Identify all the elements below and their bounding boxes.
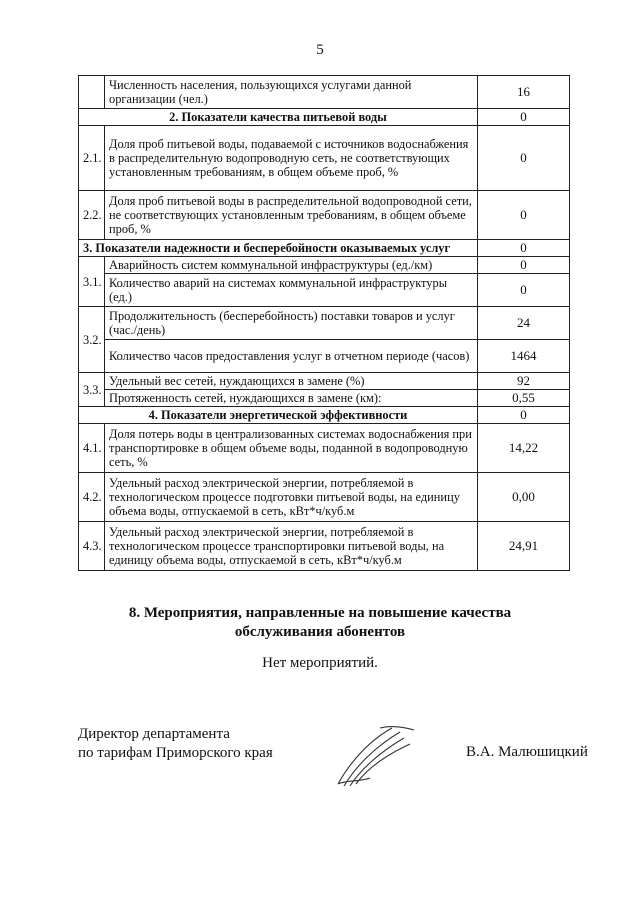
row-label: Аварийность систем коммунальной инфраструктуры (ед./км) (105, 257, 478, 274)
row-label: Численность населения, пользующихся услугами данной организации (чел.) (105, 76, 478, 109)
section-row (79, 407, 570, 424)
row-number: 3.1. (79, 257, 105, 307)
row-label: Доля проб питьевой воды в распределительной водопроводной сети, не соответствующих установленным требованиям, в общем объеме проб, % (105, 191, 478, 240)
row-label: Протяженность сетей, нуждающихся в замене (км): (105, 390, 478, 407)
row-label: Удельный расход электрической энергии, потребляемой в технологическом процессе подготовки питьевой воды, на единицу объема воды, отпускаемой в сеть, кВт*ч/куб.м (105, 473, 478, 522)
row-value: 0 (478, 240, 570, 257)
table-row (79, 257, 570, 274)
table-row (79, 191, 570, 240)
section-8-heading-line2: обслуживания абонентов (234, 624, 406, 640)
row-number (79, 76, 105, 109)
signer-title (78, 725, 273, 763)
table-row (79, 274, 570, 307)
row-label: Количество часов предоставления услуг в отчетном периоде (часов) (105, 340, 478, 373)
section-title: 4. Показатели энергетической эффективности (79, 407, 478, 424)
table-row (79, 424, 570, 473)
row-value: 0 (478, 274, 570, 307)
row-value: 14,22 (478, 424, 570, 473)
table-row (79, 522, 570, 571)
signature-icon (330, 722, 420, 792)
row-label: Удельный расход электрической энергии, потребляемой в технологическом процессе транспортировки питьевой воды, на единицу объема воды, отпускаемой в сеть, кВт*ч/куб.м (105, 522, 478, 571)
row-value: 24 (478, 307, 570, 340)
section-title: 2. Показатели качества питьевой воды (79, 109, 478, 126)
row-value: 0 (478, 257, 570, 274)
section-row (79, 240, 570, 257)
signer-title-line2: по тарифам Приморского края (78, 745, 273, 761)
row-value: 1464 (478, 340, 570, 373)
table-row (79, 126, 570, 191)
section-8-heading (0, 604, 640, 642)
signer-title-line1: Директор департамента (78, 726, 230, 742)
row-value: 92 (478, 373, 570, 390)
row-number: 4.2. (79, 473, 105, 522)
table-row (79, 373, 570, 390)
row-label: Доля проб питьевой воды, подаваемой с источников водоснабжения в распределительную водопроводную сеть, не соответствующих установленным требованиям, в общем объеме проб, % (105, 126, 478, 191)
row-number: 2.2. (79, 191, 105, 240)
row-value: 0 (478, 407, 570, 424)
row-label: Количество аварий на системах коммунальной инфраструктуры (ед.) (105, 274, 478, 307)
page-number: 5 (316, 42, 324, 58)
row-number: 3.3. (79, 373, 105, 407)
table-row (79, 340, 570, 373)
table-row (79, 473, 570, 522)
row-number: 4.1. (79, 424, 105, 473)
section-title: 3. Показатели надежности и бесперебойности оказываемых услуг (79, 240, 478, 257)
row-value: 16 (478, 76, 570, 109)
table-row (79, 390, 570, 407)
no-actions-text: Нет мероприятий. (262, 655, 378, 671)
signer-name: В.А. Малюшицкий (466, 744, 588, 760)
section-row (79, 109, 570, 126)
section-8-heading-line1: 8. Мероприятия, направленные на повышение качества (128, 605, 512, 621)
row-number: 4.3. (79, 522, 105, 571)
row-value: 0,55 (478, 390, 570, 407)
row-label: Доля потерь воды в централизованных системах водоснабжения при транспортировке в общем объеме воды, поданной в водопроводную сеть, % (105, 424, 478, 473)
row-label: Удельный вес сетей, нуждающихся в замене (%) (105, 373, 478, 390)
row-value: 0 (478, 126, 570, 191)
table-row (79, 76, 570, 109)
row-number: 2.1. (79, 126, 105, 191)
row-label: Продолжительность (бесперебойность) поставки товаров и услуг (час./день) (105, 307, 478, 340)
row-number: 3.2. (79, 307, 105, 373)
row-value: 0 (478, 109, 570, 126)
indicators-table (78, 75, 570, 571)
row-value: 0 (478, 191, 570, 240)
row-value: 24,91 (478, 522, 570, 571)
row-value: 0,00 (478, 473, 570, 522)
table-row (79, 307, 570, 340)
